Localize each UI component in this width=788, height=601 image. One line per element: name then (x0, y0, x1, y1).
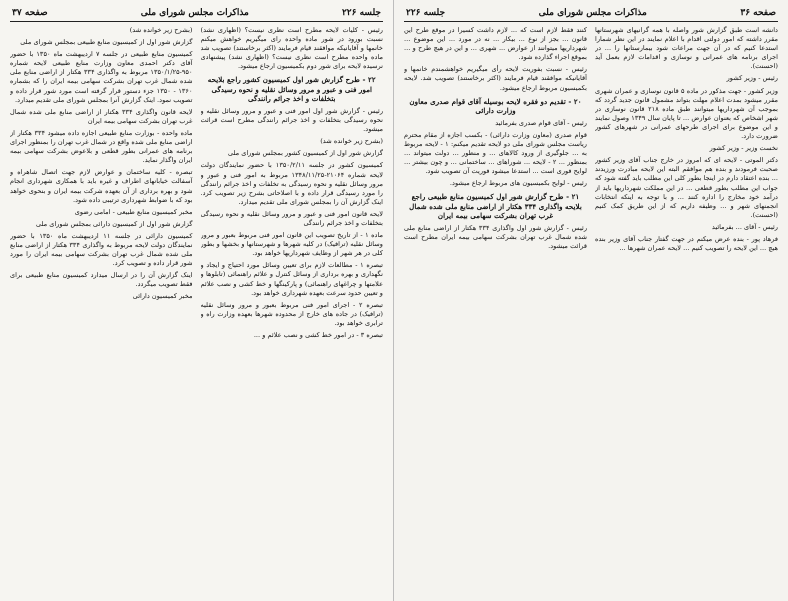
right-column-right (595, 26, 778, 592)
left-page-header (10, 8, 383, 22)
paragraph: گزارش شور اول از کمیسیون دارائی بمجلس شورای ملی (35, 219, 193, 228)
right-page (394, 0, 788, 601)
paragraph: دکتر الموتی - لایحه ای که امروز در خارج جناب آقای وزیر کشور صحبت فرمودند و بنده هم موافقم البته این لایحه مبادرت ورزیدند ... بنده اعتقاد دارم در اینجا بطور کلی این مطلب باید گفته شود که جواب این مطلب بطور قطعی ... در این مملکت شهرداریها باید از درآمد خود مخارج را اداره کنند ... و با توجه به اینکه انتخابات انجمنهای شهر و ... وظیفه داریم که از این طریق کمک کنیم (احسنت). (595, 156, 778, 219)
paragraph: تبصره ۲ - اجرای امور فنی مربوط بعبور و مرور وسائل نقلیه (ترافیک) در جاده های خارج از محدوده شهرها بعهده وزارت راه و ترابری خواهد بود. (200, 300, 383, 327)
paragraph: رئیس - گزارش شور اول واگذاری ۳۳۴ هکتار از اراضی منابع ملی شده شمال غرب تهران بشرکت سهامی بیمه ایران مطرح است قرائت میشود. (404, 223, 587, 250)
left-session-number: جلسه ۲۲۶ (341, 8, 381, 18)
paragraph: تبصره ۳ - در امور خط کشی و نصب علائم و ... (253, 331, 383, 340)
paragraph: کمیسیون منابع طبیعی در جلسه ۷ اردیبهشت ماه ۱۳۵۰ با حضور آقای دکتر احمدی معاون وزارت منابع طبیعی لایحه شماره ۹۵۰-۱۳۵۰/۱/۲۵ مربوط به واگذاری ۳۳۴ هکتار از اراضی منابع ملی شده شمال غرب تهران بشرکت سهامی بیمه ایران را که بشماره ۱۳۶۰ - ۱۳۵۰ جزء دستور قرار گرفته است مورد شور قرار داده و تصویب نمود. اینک گزارش آنرا بمجلس شورای ملی تقدیم میدارد. (10, 50, 193, 104)
paragraph: ماده واحده - بوزارت منابع طبیعی اجازه داده میشود ۳۳۴ هکتار از اراضی منابع ملی شده واقع در شمال غرب تهران را بمنظور اجرای برنامه های عمرانی بطور قطعی و بلاعوض بشرکت سهامی بیمه ایران واگذار نماید. (10, 128, 193, 165)
right-column-left (404, 26, 587, 592)
left-column-left (10, 26, 193, 592)
right-page-header (404, 8, 778, 22)
paragraph: تبصره - کلیه ساختمان و عوارض لازم جهت اتصال شاهراه و آسفالت خیابانهای اطراف و غیره باید با همکاری شهرداری انجام شود و بهره برداری از آن بعهده شرکت بیمه ایران و بنحوی خواهد بود که با ضوابط شهرداری ترتیبی داده شود. (10, 168, 193, 204)
left-column-right (201, 26, 384, 592)
paragraph: رئیس - آقای قوام صدری بفرمائید (495, 118, 587, 127)
right-columns (404, 26, 778, 592)
paragraph: گزارش شور اول از کمیسیون کشور بمجلس شورای ملی (227, 149, 383, 158)
paragraph: رئیس - نسبت بفوریت لایحه رأی میگیریم خواهشمندم خانمها و آقایانیکه موافقند قیام فرمایند (اکثر برخاستند) تصویب شد. لایحه بکمیسیون مربوط ارجاع میشود. (404, 65, 587, 92)
paragraph: وزیر کشور - جهت مذکور در ماده ۵ قانون نوسازی و عمران شهری مقرر میشود بمدت اعلام مهلت بتواند مشمول قانون جدید گردد که بموجب آن شهرداریها میتوانند طبق ماده ۲۱۸ قانون نوسازی در شهر اشخاص که بعنوان عوارض ... تا پایان سال ۱۳۴۹ وصول نمایند و این موضوع برای اجرای طرحهای عمرانی در شهرهای کشور ضرورت دارد. (595, 86, 778, 141)
paragraph: فرهاد پور - بنده عرض میکنم در جهت گفتار جناب آقای وزیر بنده هیچ ... این لایحه را تصویب کنیم ... لایحه عمران شهرها ... (595, 234, 778, 253)
paragraph: رئیس - آقای ... بفرمائید (711, 222, 778, 231)
paragraph: رئیس - لوایح بکمیسیون های مربوط ارجاع میشود. (449, 179, 587, 188)
paragraph: لایحه قانون امور فنی و عبور و مرور وسائل نقلیه و نحوه رسیدگی بتخلفات و اخذ جرائم رانندگی (200, 209, 383, 227)
right-session-number: جلسه ۲۲۶ (406, 8, 446, 18)
paragraph: دانشه است طبق گزارش شور واصله با همه گرانیهای شهرستانها مقرر داشته که امور دولتی اقدام با اعلام نمایند در این نظر شمارا استدعا کنیم که در آن جهت مراعات شود بیمارستانها را ... در اجرای برنامه های عمرانی و نوسازی و اقدامات لازم بعمل آید (احسنت). (595, 26, 778, 71)
paragraph: قوام صدری (معاون وزارت دارائی) - بکسب اجازه از مقام محترم ریاست مجلس شورای ملی دو لایحه تقدیم میکنم: ۱ - لایحه مربوط به ... جلوگیری از ورود کالاهای ... و منظور ... دولت میتواند ... بمنظور ... ۲ - لایحه ... شوراهای ... ساختمانی ... و چون بیشتر ... لوایح فوری است ... استدعا میشود فوریت آن تصویب شود. (404, 130, 587, 176)
left-page-number: صفحه ۳۷ (12, 8, 48, 18)
right-page-number: صفحه ۳۶ (740, 8, 776, 18)
paragraph: رئیس - کلیات لایحه مطرح است نظری نیست؟ (اظهاری نشد) نسبت بورود در شور ماده واحده رای میگیریم خواهش میکنم خانمها و آقایانیکه موافقند قیام فرمایند (اکثر برخاستند) تصویب شد ماده واحده مطرح است نظری نیست؟ (اظهاری نشد) پیشنهادی نرسیده لایحه برای شور دوم بکمیسیون ارجاع میشود. (200, 26, 383, 71)
paragraph: (بشرح زیر خوانده شد) (129, 26, 193, 34)
section-heading: ۲۰ - تقدیم دو فقره لایحه بوسیله آقای قوام صدری معاون وزارت دارائی (409, 96, 582, 116)
paragraph: لایحه قانون واگذاری ۳۳۴ هکتار از اراضی منابع ملی شده شمال غرب تهران بشرکت سهامی بیمه ایران (10, 107, 193, 125)
paragraph: کمیسیون کشور در جلسه ۱۳۵۰/۲/۱۱ با حضور نمایندگان دولت لایحه شماره ۲۱۰۶۴-۱۳۴۸/۱۱/۲۵ مربوط به امور فنی و عبور و مرور وسائل نقلیه و نحوه رسیدگی به تخلفات و اخذ جرائم رانندگی را مورد رسیدگی قرار داده و با اصلاحاتی بشرح زیر تصویب کرد. اینک گزارش آن را بمجلس شورای ملی تقدیم میدارد. (200, 161, 383, 206)
right-running-title: مذاکرات مجلس شورای ملی (538, 8, 647, 18)
left-running-title: مذاکرات مجلس شورای ملی (140, 8, 249, 18)
paragraph: گزارش شور اول از کمیسیون منابع طبیعی بمجلس شورای ملی (20, 38, 193, 47)
paragraph: تبصره ۱ - مطالعات لازم برای تعیین وسائل مورد احتیاج و ایجاد و نگهداری و بهره برداری از وسائل کنترل و علائم راهنمائی (تابلوها و علامتها و چراغهای راهنمائی) و پارکینگها و خط کشی و نصب علائم و تعیین حدود سرعت بعهده شهرداری خواهد بود. (200, 261, 383, 297)
paragraph: اینک گزارش آن را در ارسال میدارد کمیسیون منابع طبیعی برای فقط تصویب میگردد. (10, 271, 193, 289)
paragraph: مخبر کمیسیون منابع طبیعی - امامی رضوی (74, 207, 193, 216)
paragraph: رئیس - گزارش شور اول امور فنی و عبور و مرور وسائل نقلیه و نحوه رسیدگی بتخلفات و اخذ جرائم رانندگی مطرح است قرائت میشود. (200, 106, 383, 134)
section-heading: ۲۱ - طرح گزارش شور اول کمیسیون منابع طبیعی راجع بلایحه واگذاری ۳۳۴ هکتار از اراضی منابع ملی شده شمال غرب تهران بشرکت سهامی بیمه ایران (409, 192, 582, 221)
paragraph: ماده ۱ - از تاریخ تصویب این قانون امور فنی مربوط بعبور و مرور وسائل نقلیه (ترافیک) در کلیه شهرها و شهرستانها و بخشها و بطور کلی در هر شهر از وظایف شهرداریها خواهد بود. (200, 231, 383, 258)
left-columns (10, 26, 383, 592)
paragraph: کنند فقط لازم است که ... لازم داشت کسیرا در موقع طرح این قانون ... بجز از نوع ... بیکار ... نه در مورد ... این موضوع ... شهرداریها میتوانند از عوارض ... شهری ... و این در هیچ طرح و ... بموقع اجراء گذارده شود. (404, 26, 587, 62)
paragraph: کمیسیون دارائی در جلسه ۱۱ اردیبهشت ماه ۱۳۵۰ با حضور نمایندگان دولت لایحه مربوط به واگذاری ۳۳۴ هکتار از اراضی منابع ملی شده شمال غرب تهران بشرکت سهامی بیمه ایران را مورد شور قرار داده و تصویب کرد. (10, 231, 193, 268)
paragraph: رئیس - وزیر کشور (726, 74, 778, 83)
paragraph: مخبر کمیسیون دارائی (132, 292, 193, 301)
section-heading: ۲۲ - طرح گزارش شور اول کمیسیون کشور راجع بلایحه امور فنی و عبور و مرور وسائل نقلیه و نحوه رسیدگی بتخلفات و اخذ جرائم رانندگی (207, 75, 376, 104)
paragraph: نخست وزیر - وزیر کشور (709, 144, 778, 153)
paragraph: (بشرح زیر خوانده شد) (320, 137, 383, 146)
